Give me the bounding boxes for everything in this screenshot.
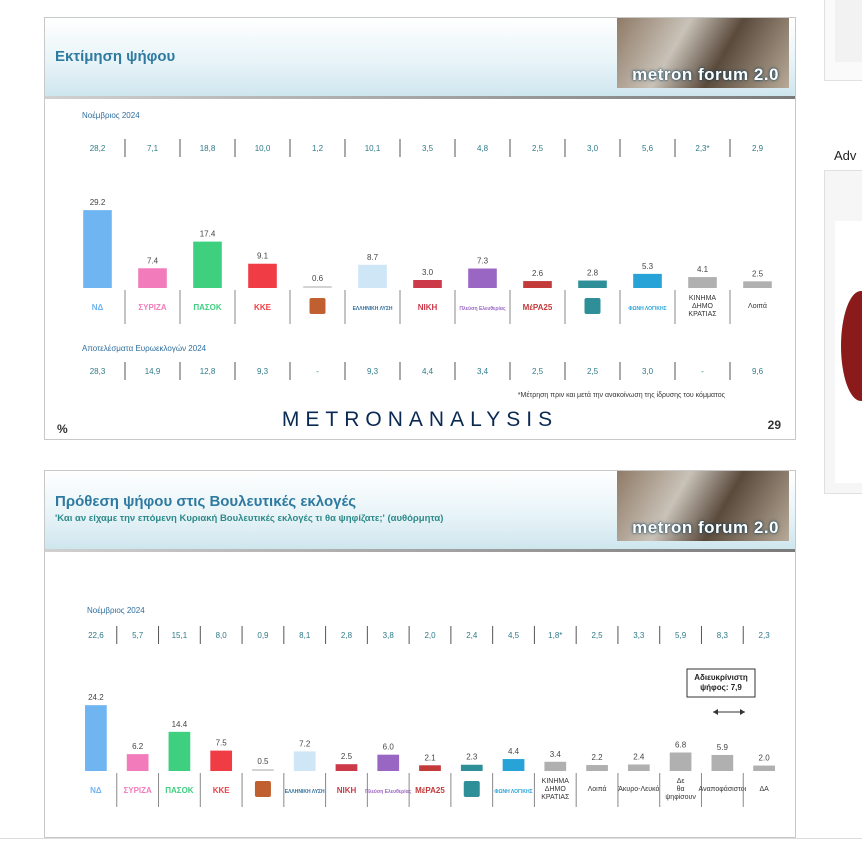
party-logo: Πλεύση Ελευθερίας bbox=[365, 789, 412, 795]
party-text-label bbox=[748, 302, 767, 310]
vote-estimate-slide bbox=[44, 17, 796, 440]
bar bbox=[336, 764, 358, 771]
bar bbox=[461, 765, 483, 771]
comparison-value: 1,8* bbox=[548, 631, 563, 640]
party-logo-mark bbox=[255, 781, 271, 797]
party-text-line: ΚΙΝΗΜΑ bbox=[688, 295, 717, 302]
bar-value-label: 24.2 bbox=[88, 693, 104, 703]
page-divider bbox=[0, 838, 862, 839]
comparison-value: 3,3 bbox=[633, 631, 645, 640]
bar bbox=[743, 281, 772, 288]
slide-title: Πρόθεση ψήφου στις Βουλευτικές εκλογές bbox=[55, 493, 357, 510]
party-logo: ΜέΡΑ25 bbox=[415, 786, 445, 795]
party-text-line: ΚΙΝΗΜΑ bbox=[541, 778, 569, 785]
bar bbox=[85, 705, 107, 771]
party-text-label bbox=[688, 295, 717, 318]
bar-value-label: 0.6 bbox=[311, 274, 324, 283]
bar-value-label: 5.9 bbox=[716, 742, 728, 752]
comparison-row-label: Νοέμβριος 2024 bbox=[87, 606, 145, 615]
slide-title: Εκτίμηση ψήφου bbox=[55, 48, 176, 65]
comparison-value: 3,0 bbox=[586, 144, 599, 153]
bar-value-label: 2.1 bbox=[424, 753, 436, 763]
bar bbox=[252, 769, 274, 771]
party-text-line: ΚΡΑΤΙΑΣ bbox=[688, 311, 717, 318]
party-logo-mark bbox=[464, 781, 480, 797]
party-text-line: Άκυρο-Λευκό bbox=[618, 786, 660, 793]
bar bbox=[193, 242, 222, 288]
party-text-line: ΔΑ bbox=[759, 786, 769, 793]
party-text-label bbox=[541, 778, 570, 801]
bar bbox=[248, 264, 277, 288]
bar bbox=[210, 751, 232, 771]
party-logo: ΚΚΕ bbox=[254, 303, 271, 312]
party-text-line: ΔΗΜΟ bbox=[691, 303, 714, 310]
comparison-value: 9,3 bbox=[256, 367, 269, 376]
party-text-label bbox=[699, 785, 747, 793]
bar-value-label: 0.5 bbox=[257, 757, 269, 766]
bar-value-label: 2.0 bbox=[758, 753, 770, 763]
bar-value-label: 2.5 bbox=[340, 752, 353, 762]
unallocated-annotation bbox=[694, 673, 748, 692]
comparison-value: 2,5 bbox=[531, 144, 544, 153]
bar bbox=[711, 755, 733, 771]
bar-value-label: 5.3 bbox=[641, 261, 654, 271]
comparison-row-label: Αποτελέσματα Ευρωεκλογών 2024 bbox=[82, 344, 207, 353]
bar bbox=[670, 753, 692, 771]
bar-value-label: 17.4 bbox=[199, 229, 216, 239]
bar bbox=[413, 280, 442, 288]
sidebar-widget bbox=[824, 0, 862, 81]
bar bbox=[138, 268, 167, 288]
party-logo: ΝΙΚΗ bbox=[417, 303, 438, 312]
annotation-line: Αδιευκρίνιστη bbox=[694, 673, 748, 682]
party-text-line: Λοιπά bbox=[587, 786, 607, 793]
comparison-value: - bbox=[316, 367, 319, 376]
party-text-line: ψηφίσουν bbox=[665, 794, 696, 801]
party-text-label bbox=[759, 786, 769, 793]
bar bbox=[688, 277, 717, 288]
comparison-value: 28,3 bbox=[89, 367, 106, 376]
party-text-line: ΔΗΜΟ bbox=[544, 786, 566, 793]
comparison-value: 22,6 bbox=[88, 631, 104, 640]
party-logo: ΠΑΣΟΚ bbox=[165, 786, 194, 795]
bar-value-label: 8.7 bbox=[366, 252, 379, 262]
comparison-value: 3,4 bbox=[476, 367, 489, 376]
bar-value-label: 2.3 bbox=[466, 752, 478, 762]
comparison-value: 7,1 bbox=[146, 144, 159, 153]
bar-value-label: 14.4 bbox=[171, 719, 188, 729]
comparison-value: 3,0 bbox=[641, 367, 654, 376]
bar bbox=[523, 281, 552, 288]
bar-value-label: 4.1 bbox=[696, 265, 709, 275]
party-text-label bbox=[665, 778, 696, 801]
banner-text: metron forum 2.0 bbox=[632, 65, 779, 84]
bar bbox=[127, 754, 149, 771]
bar bbox=[294, 751, 316, 771]
comparison-value: 2,0 bbox=[424, 631, 436, 640]
comparison-value: 3,5 bbox=[421, 144, 434, 153]
party-logo: ΦΩΝΗ ΛΟΓΙΚΗΣ bbox=[628, 306, 667, 312]
bar-value-label: 6.8 bbox=[675, 740, 687, 750]
slide-subtitle: 'Και αν είχαμε την επόμενη Κυριακή Βουλευτικές εκλογές τι θα ψηφίζατε;' (αυθόρμητα) bbox=[55, 513, 444, 524]
bar-value-label: 9.1 bbox=[256, 251, 269, 261]
comparison-value: - bbox=[701, 367, 704, 376]
party-logo: ΝΔ bbox=[91, 303, 104, 312]
bar bbox=[303, 286, 332, 288]
annotation-line: ψήφος: 7,9 bbox=[700, 683, 742, 692]
bar bbox=[377, 755, 399, 771]
party-text-line: Λοιπά bbox=[748, 303, 767, 310]
bar bbox=[753, 766, 775, 771]
comparison-value: 2,9 bbox=[751, 144, 764, 153]
comparison-value: 3,8 bbox=[382, 631, 394, 640]
comparison-value: 9,6 bbox=[751, 367, 764, 376]
bar-value-label: 3.0 bbox=[421, 268, 434, 277]
comparison-value: 4,5 bbox=[507, 631, 520, 640]
comparison-value: 28,2 bbox=[89, 144, 106, 153]
comparison-value: 2,8 bbox=[340, 631, 353, 640]
comparison-value: 12,8 bbox=[199, 367, 216, 376]
bar-value-label: 6.2 bbox=[132, 742, 144, 752]
bar-value-label: 2.4 bbox=[633, 752, 645, 762]
comparison-value: 14,9 bbox=[144, 367, 161, 376]
bar bbox=[358, 265, 387, 288]
bar bbox=[419, 765, 441, 771]
party-logo: ΝΙΚΗ bbox=[336, 786, 357, 795]
comparison-value: 10,1 bbox=[364, 144, 381, 153]
bar bbox=[468, 269, 497, 288]
bar-value-label: 2.6 bbox=[531, 269, 544, 279]
comparison-value: 15,1 bbox=[171, 631, 188, 640]
party-logo-mark bbox=[310, 298, 326, 314]
party-logo: ΚΚΕ bbox=[212, 786, 230, 795]
party-logo: ΜέΡΑ25 bbox=[522, 303, 553, 312]
bar-value-label: 7.5 bbox=[215, 738, 227, 748]
comparison-value: 2,3* bbox=[695, 144, 710, 153]
bar bbox=[586, 765, 608, 771]
comparison-value: 2,5 bbox=[591, 631, 603, 640]
comparison-value: 0,9 bbox=[257, 631, 269, 640]
party-text-label bbox=[618, 785, 659, 793]
page-number: 29 bbox=[767, 418, 781, 432]
bar bbox=[633, 274, 662, 288]
comparison-value: 8,3 bbox=[716, 631, 728, 640]
comparison-value: 10,0 bbox=[254, 144, 271, 153]
party-logo: ΕΛΛΗΝΙΚΗ ΛΥΣΗ bbox=[352, 306, 393, 312]
bar bbox=[169, 732, 191, 771]
vote-estimate-chart bbox=[45, 18, 795, 439]
party-text-line: Αναποφάσιστοι bbox=[698, 786, 747, 793]
vote-intention-slide bbox=[44, 470, 796, 838]
bar-value-label: 6.0 bbox=[382, 742, 394, 752]
comparison-value: 5,6 bbox=[641, 144, 654, 153]
party-text-line: Δε bbox=[676, 778, 685, 785]
comparison-value: 8,0 bbox=[215, 631, 227, 640]
bar-value-label: 3.4 bbox=[549, 749, 561, 759]
advertisement-box[interactable] bbox=[824, 170, 862, 494]
party-logo: ΣΥΡΙΖΑ bbox=[123, 786, 152, 795]
party-logo: ΠΑΣΟΚ bbox=[193, 303, 222, 312]
comparison-value: 2,5 bbox=[531, 367, 544, 376]
bar bbox=[83, 210, 112, 288]
metron-analysis-logo: METRONANALYSIS bbox=[281, 408, 559, 431]
party-text-line: θα bbox=[676, 786, 685, 793]
party-logo: ΕΛΛΗΝΙΚΗ ΛΥΣΗ bbox=[284, 789, 325, 795]
bar-value-label: 2.2 bbox=[591, 753, 603, 763]
footnote: *Μέτρηση πριν και μετά την ανακοίνωση της ίδρυσης του κόμματος bbox=[517, 392, 725, 399]
bar-value-label: 7.2 bbox=[299, 739, 311, 749]
comparison-value: 9,3 bbox=[366, 367, 379, 376]
vote-intention-chart bbox=[45, 471, 795, 837]
comparison-value: 5,7 bbox=[132, 631, 144, 640]
comparison-value: 2,3 bbox=[758, 631, 770, 640]
comparison-value: 5,9 bbox=[675, 631, 687, 640]
bar-value-label: 2.5 bbox=[751, 269, 764, 279]
party-logo-mark bbox=[585, 298, 601, 314]
percent-unit: % bbox=[57, 422, 68, 436]
party-logo: ΣΥΡΙΖΑ bbox=[138, 303, 167, 312]
party-text-label bbox=[588, 785, 607, 793]
comparison-value: 2,5 bbox=[586, 367, 599, 376]
bar bbox=[544, 762, 566, 771]
comparison-value: 2,4 bbox=[466, 631, 478, 640]
bar-value-label: 7.3 bbox=[476, 256, 489, 266]
party-text-line: ΚΡΑΤΙΑΣ bbox=[541, 794, 570, 801]
bar bbox=[628, 764, 650, 771]
banner-text: metron forum 2.0 bbox=[632, 518, 779, 537]
bar-value-label: 2.8 bbox=[586, 268, 599, 278]
bar-value-label: 4.4 bbox=[507, 747, 520, 757]
comparison-row-label: Νοέμβριος 2024 bbox=[82, 111, 140, 120]
comparison-value: 18,8 bbox=[199, 144, 216, 153]
party-logo: Πλεύση Ελευθερίας bbox=[459, 306, 506, 312]
bar bbox=[503, 759, 525, 771]
bar-value-label: 7.4 bbox=[146, 256, 159, 266]
party-logo: ΝΔ bbox=[90, 786, 102, 795]
comparison-value: 4,8 bbox=[476, 144, 489, 153]
comparison-value: 1,2 bbox=[311, 144, 324, 153]
party-logo: ΦΩΝΗ ΛΟΓΙΚΗΣ bbox=[494, 789, 533, 795]
advertisement-label: Adv bbox=[834, 148, 857, 163]
bar bbox=[578, 281, 607, 288]
comparison-value: 4,4 bbox=[421, 367, 434, 376]
bar-value-label: 29.2 bbox=[89, 198, 106, 208]
comparison-value: 8,1 bbox=[299, 631, 311, 640]
